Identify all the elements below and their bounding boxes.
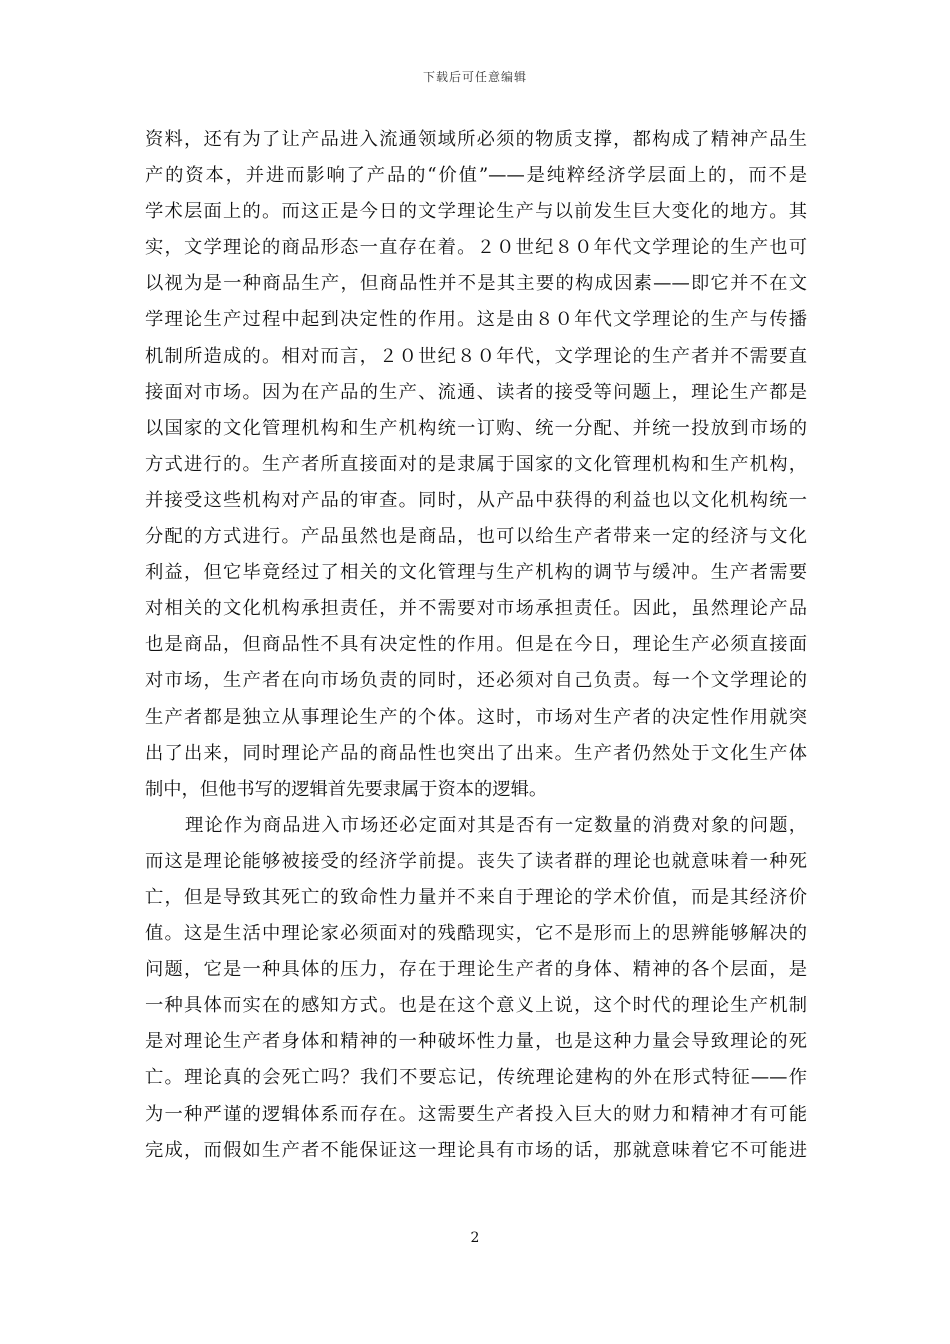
text-line: 是对理论生产者身体和精神的一种破坏性力量，也是这种力量会导致理论的死: [145, 1031, 807, 1053]
text-line: 利益，但它毕竟经过了相关的文化管理与生产机构的调节与缓冲。生产者需要: [145, 562, 807, 584]
text-line: 为一种严谨的逻辑体系而存在。这需要生产者投入巨大的财力和精神才有可能: [145, 1103, 807, 1125]
text-line: 理论作为商品进入市场还必定面对其是否有一定数量的消费对象的问题，: [185, 814, 807, 836]
header-note: 下载后可任意编辑: [422, 70, 527, 84]
page-number: 2: [470, 1230, 480, 1246]
text-line: 问题，它是一种具体的压力，存在于理论生产者的身体、精神的各个层面，是: [145, 959, 807, 981]
text-line: 完成，而假如生产者不能保证这一理论具有市场的话，那就意味着它不可能进: [145, 1139, 807, 1161]
text-line: 而这是理论能够被接受的经济学前提。丧失了读者群的理论也就意味着一种死: [145, 850, 807, 872]
text-line: 产的资本，并进而影响了产品的“价值”——是纯粹经济学层面上的，而不是: [145, 165, 807, 187]
body-text: [145, 122, 807, 1169]
text-line: 机制所造成的。相对而言，２０世纪８０年代，文学理论的生产者并不需要直: [145, 345, 807, 367]
text-line: 出了出来，同时理论产品的商品性也突出了出来。生产者仍然处于文化生产体: [145, 742, 807, 764]
text-line: 值。这是生活中理论家必须面对的残酷现实，它不是形而上的思辨能够解决的: [145, 923, 807, 945]
text-line: 资料，还有为了让产品进入流通领域所必须的物质支撑，都构成了精神产品生: [145, 129, 807, 150]
text-line: 也是商品，但商品性不具有决定性的作用。但是在今日，理论生产必须直接面: [145, 634, 807, 656]
text-line: 接面对市场。因为在产品的生产、流通、读者的接受等问题上，理论生产都是: [145, 381, 807, 403]
text-line: 分配的方式进行。产品虽然也是商品，也可以给生产者带来一定的经济与文化: [145, 526, 807, 548]
paragraph: [145, 122, 807, 808]
text-line: 亡。理论真的会死亡吗？我们不要忘记，传统理论建构的外在形式特征——作: [145, 1067, 807, 1089]
text-line: 制中，但他书写的逻辑首先要隶属于资本的逻辑。: [145, 778, 548, 800]
paragraph: [145, 808, 807, 1169]
text-line: 以视为是一种商品生产，但商品性并不是其主要的构成因素——即它并不在文: [145, 273, 807, 295]
text-line: 以国家的文化管理机构和生产机构统一订购、统一分配、并统一投放到市场的: [145, 417, 807, 439]
text-line: 对市场，生产者在向市场负责的同时，还必须对自己负责。每一个文学理论的: [145, 670, 807, 692]
text-line: 亡，但是导致其死亡的致命性力量并不来自于理论的学术价值，而是其经济价: [145, 886, 807, 908]
text-line: 对相关的文化机构承担责任，并不需要对市场承担责任。因此，虽然理论产品: [145, 598, 807, 620]
text-line: 并接受这些机构对产品的审查。同时，从产品中获得的利益也以文化机构统一: [145, 489, 807, 511]
text-line: 学术层面上的。而这正是今日的文学理论生产与以前发生巨大变化的地方。其: [145, 201, 807, 223]
text-line: 一种具体而实在的感知方式。也是在这个意义上说，这个时代的理论生产机制: [145, 995, 807, 1017]
text-line: 生产者都是独立从事理论生产的个体。这时，市场对生产者的决定性作用就突: [145, 706, 807, 728]
text-line: 实，文学理论的商品形态一直存在着。２０世纪８０年代文学理论的生产也可: [145, 237, 807, 259]
text-line: 方式进行的。生产者所直接面对的是隶属于国家的文化管理机构和生产机构，: [145, 453, 807, 475]
text-line: 学理论生产过程中起到决定性的作用。这是由８０年代文学理论的生产与传播: [145, 309, 807, 331]
